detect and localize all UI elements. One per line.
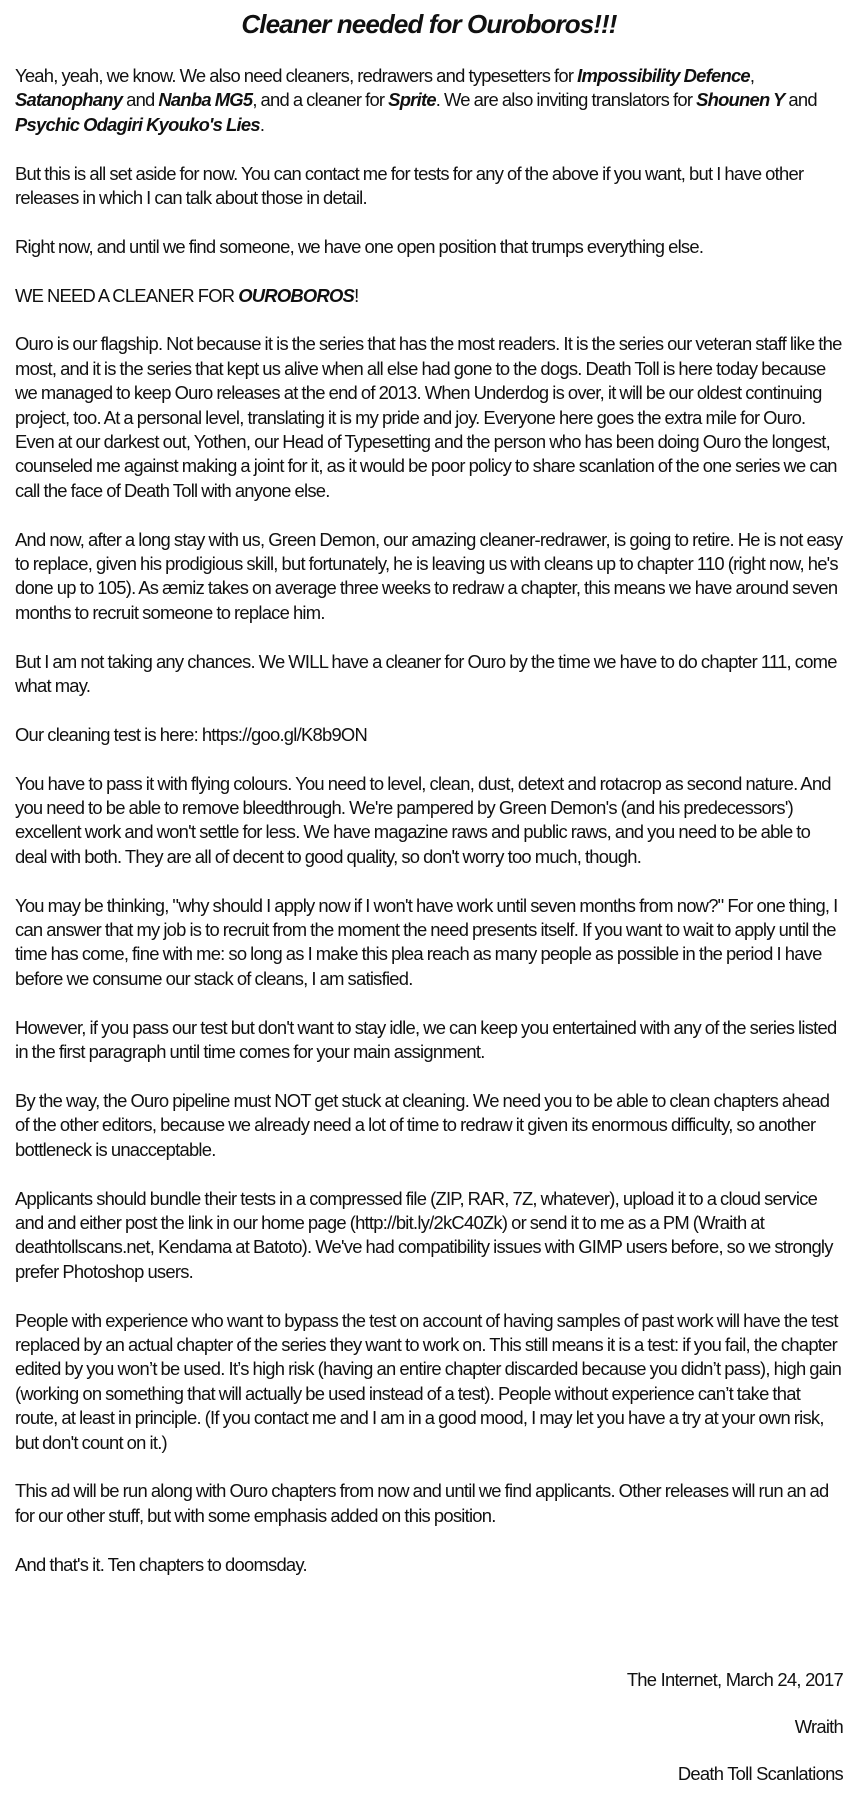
text-run: , and a cleaner for: [252, 89, 389, 111]
paragraph-experienced-route: People with experience who want to bypass the test on account of having samples of past work will have the test replaced by an actual chapter of the series they want to work on. This still means it is a test: if you fail, the chapter edited by you won’t be used. It’s high risk (having an entire chapter discarded because you didn’t pass), high gain (working on something that will actually be used instead of a test). People without experience can’t take that route, at least in principle. (If you contact me and I am in a good mood, I may let you have a try at your own risk, but don't count on it.): [15, 1309, 842, 1453]
series-title-satanophany: Satanophany: [15, 89, 123, 111]
paragraph-gap: [15, 259, 843, 283]
paragraph-how-to-apply: [15, 1187, 843, 1285]
text-run: WE NEED A CLEANER FOR: [15, 284, 239, 306]
text-run: . We are also inviting translators for: [435, 89, 697, 111]
paragraph-pipeline: By the way, the Ouro pipeline must NOT get stuck at cleaning. We need you to be able to clean chapters ahead of the other editors, because we already need a lot of time to redraw it given its enormous difficulty, so another bottleneck is unacceptable.: [15, 1089, 830, 1160]
paragraph-gap: [15, 747, 843, 771]
text-run: Our cleaning test is here:: [15, 723, 202, 745]
paragraph-open-position: Right now, and until we find someone, we have one open position that trumps everything else.: [15, 235, 704, 257]
series-title-ouroboros: OUROBOROS: [238, 284, 355, 306]
paragraph-no-chances: But I am not taking any chances. We WILL have a cleaner for Ouro by the time we have to do chapter 111, come what may.: [15, 650, 837, 697]
series-title-psychic-odagiri: Psychic Odagiri Kyouko's Lies: [15, 113, 260, 135]
paragraph-gap: [15, 1528, 843, 1552]
paragraph-gap: [15, 1162, 843, 1186]
series-title-shounen-y: Shounen Y: [696, 89, 785, 111]
paragraph-ad-run: This ad will be run along with Ouro chapters from now and until we find applicants. Other releases will run an ad for our other stuff, but with some emphasis added on this position.: [15, 1480, 829, 1526]
home-page-link[interactable]: http://bit.ly/2kC40Zk: [355, 1211, 502, 1233]
signature-group: Death Toll Scanlations: [677, 1763, 843, 1784]
paragraph-set-aside: But this is all set aside for now. You can contact me for tests for any of the above if you want, but I have other releases in which I can talk about those in detail.: [15, 162, 804, 209]
text-run: ) or send it to me as a PM (Wraith at deathtollscans.net, Kendama at Batoto). We've had compatibility issues with GIMP users before, so we strongly prefer Photoshop users.: [15, 1211, 833, 1282]
text-run: ,: [749, 65, 755, 86]
paragraph-why-apply-now: You may be thinking, "why should I apply now if I won't have work until seven months from now?" For one thing, I can answer that my job is to recruit from the moment the need presents itself. If you want to wait to apply until the time has come, fine with me: so long as I make this plea reach as many people as possible in the period I have before we consume our stack of cleans, I am satisfied.: [15, 894, 838, 989]
series-title-sprite: Sprite: [388, 89, 436, 111]
paragraph-gap: [15, 1455, 843, 1479]
series-title-impossibility-defence: Impossibility Defence: [577, 65, 750, 86]
series-title-nanba-mg5: Nanba MG5: [158, 89, 253, 111]
cleaning-test-link[interactable]: https://goo.gl/K8b9ON: [201, 723, 368, 745]
paragraph-stay-entertained: However, if you pass our test but don't want to stay idle, we can keep you entertained with any of the series listed in the first paragraph until time comes for your main assignment.: [15, 1016, 837, 1063]
paragraph-gap: [15, 503, 843, 527]
paragraph-gap: [15, 1065, 843, 1089]
paragraph-retirement: And now, after a long stay with us, Green Demon, our amazing cleaner-redrawer, is going to retire. He is not easy to replace, given his prodigious skill, but fortunately, he is leaving us with cleans up to chapter 110 (right now, he's done up to 105). As æmiz takes on average three weeks to redraw a chapter, this means we have around seven months to recruit someone to replace him.: [15, 528, 843, 623]
text-run: and: [784, 89, 817, 111]
paragraph-gap: [15, 137, 843, 161]
text-run: Yeah, yeah, we know. We also need cleaners, redrawers and typesetters for: [15, 65, 578, 86]
paragraph-flagship: Ouro is our flagship. Not because it is the series that has the most readers. It is the series our veteran staff like the most, and it is the series that kept us alive when all else had gone to the dogs. Death Toll is here today because we managed to keep Ouro releases at the end of 2013. When Underdog is over, it will be our oldest continuing project, too. At a personal level, translating it is my pride and joy. Everyone here goes the extra mile for Ouro. Even at our darkest out, Yothen, our Head of Typesetting and the person who has been doing Ouro the longest, counseled me against making a joint for it, as it would be poor policy to share scanlation of the one series we can call the face of Death Toll with anyone else.: [15, 333, 842, 501]
document-body: [15, 64, 843, 1577]
text-run: Applicants should bundle their tests in a compressed file (ZIP, RAR, 7Z, whatever), upload it to a cloud service and and either post the link in our home page (: [15, 1187, 818, 1233]
paragraph-series-needs: [15, 64, 843, 137]
paragraph-gap: [15, 991, 843, 1015]
signature-author: Wraith: [794, 1716, 843, 1737]
paragraph-headline-need: [15, 284, 843, 308]
signature-place-date: The Internet, March 24, 2017: [626, 1669, 843, 1690]
text-run: !: [354, 284, 359, 306]
paragraph-gap: [15, 308, 843, 332]
text-run: .: [259, 113, 265, 135]
paragraph-requirements: You have to pass it with flying colours. You need to level, clean, dust, detext and rotacrop as second nature. And you need to be able to remove bleedthrough. We're pampered by Green Demon's (and his predecessors') excellent work and won't settle for less. We have magazine raws and public raws, and you need to be able to deal with both. They are all of decent to good quality, so don't worry too much, though.: [15, 772, 831, 867]
paragraph-gap: [15, 210, 843, 234]
document-title: Cleaner needed for Ouroboros!!!: [241, 9, 617, 39]
paragraph-gap: [15, 625, 843, 649]
paragraph-gap: [15, 1284, 843, 1308]
signature-block: [243, 1668, 843, 1809]
paragraph-gap: [15, 698, 843, 722]
paragraph-test-link: [15, 723, 843, 747]
paragraph-gap: [15, 869, 843, 893]
paragraph-closing: And that's it. Ten chapters to doomsday.: [15, 1553, 307, 1575]
text-run: and: [122, 89, 159, 111]
